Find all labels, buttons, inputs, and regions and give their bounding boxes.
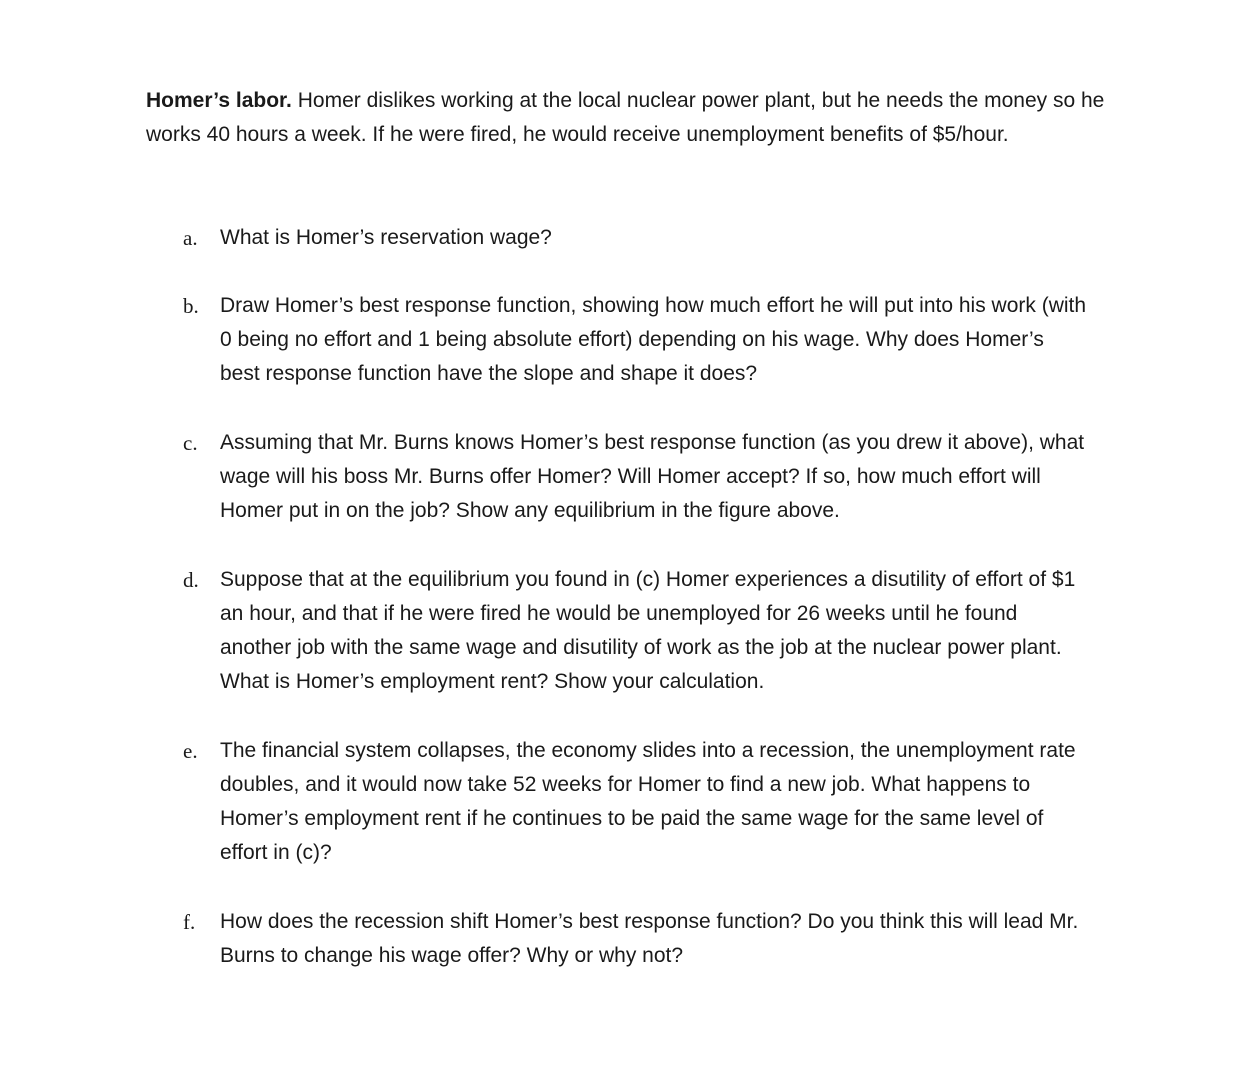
question-marker: a.: [183, 226, 198, 250]
intro-heading: Homer’s labor.: [146, 89, 292, 112]
question-marker: f.: [183, 910, 196, 934]
question-marker: e.: [183, 739, 198, 763]
question-text: How does the recession shift Homer’s best response function? Do you think this will lead Mr. Burns to change his wage offer? Why or why not?: [220, 910, 1079, 967]
intro-body: Homer dislikes working at the local nuclear power plant, but he needs the money so he works 40 hours a week. If he were fired, he would receive unemployment benefits of $5/hour.: [146, 89, 1105, 146]
question-marker: d.: [183, 568, 199, 592]
question-text: Suppose that at the equilibrium you found in (c) Homer experiences a disutility of effort of $1 an hour, and that if he were fired he would be unemployed for 26 weeks until he found another job with the same wage and disutility of work as the job at the nuclear power plant. What is Homer’s employment rent? Show your calculation.: [220, 568, 1076, 693]
question-text: What is Homer’s reservation wage?: [220, 226, 552, 249]
question-text: The financial system collapses, the economy slides into a recession, the unemployment rate doubles, and it would now take 52 weeks for Homer to find a new job. What happens to Homer’s employment rent if he continues to be paid the same wage for the same level of effort in (c)?: [220, 739, 1076, 864]
intro-paragraph: [146, 84, 1106, 152]
question-text: Draw Homer’s best response function, showing how much effort he will put into his work (with 0 being no effort and 1 being absolute effort) depending on his wage. Why does Homer’s best response function have the slope and shape it does?: [220, 294, 1087, 385]
question-text: Assuming that Mr. Burns knows Homer’s best response function (as you drew it above), what wage will his boss Mr. Burns offer Homer? Will Homer accept? If so, how much effort will Homer put in on the job? Show any equilibrium in the figure above.: [220, 431, 1085, 522]
question-marker: c.: [183, 431, 198, 455]
question-marker: b.: [183, 294, 199, 318]
